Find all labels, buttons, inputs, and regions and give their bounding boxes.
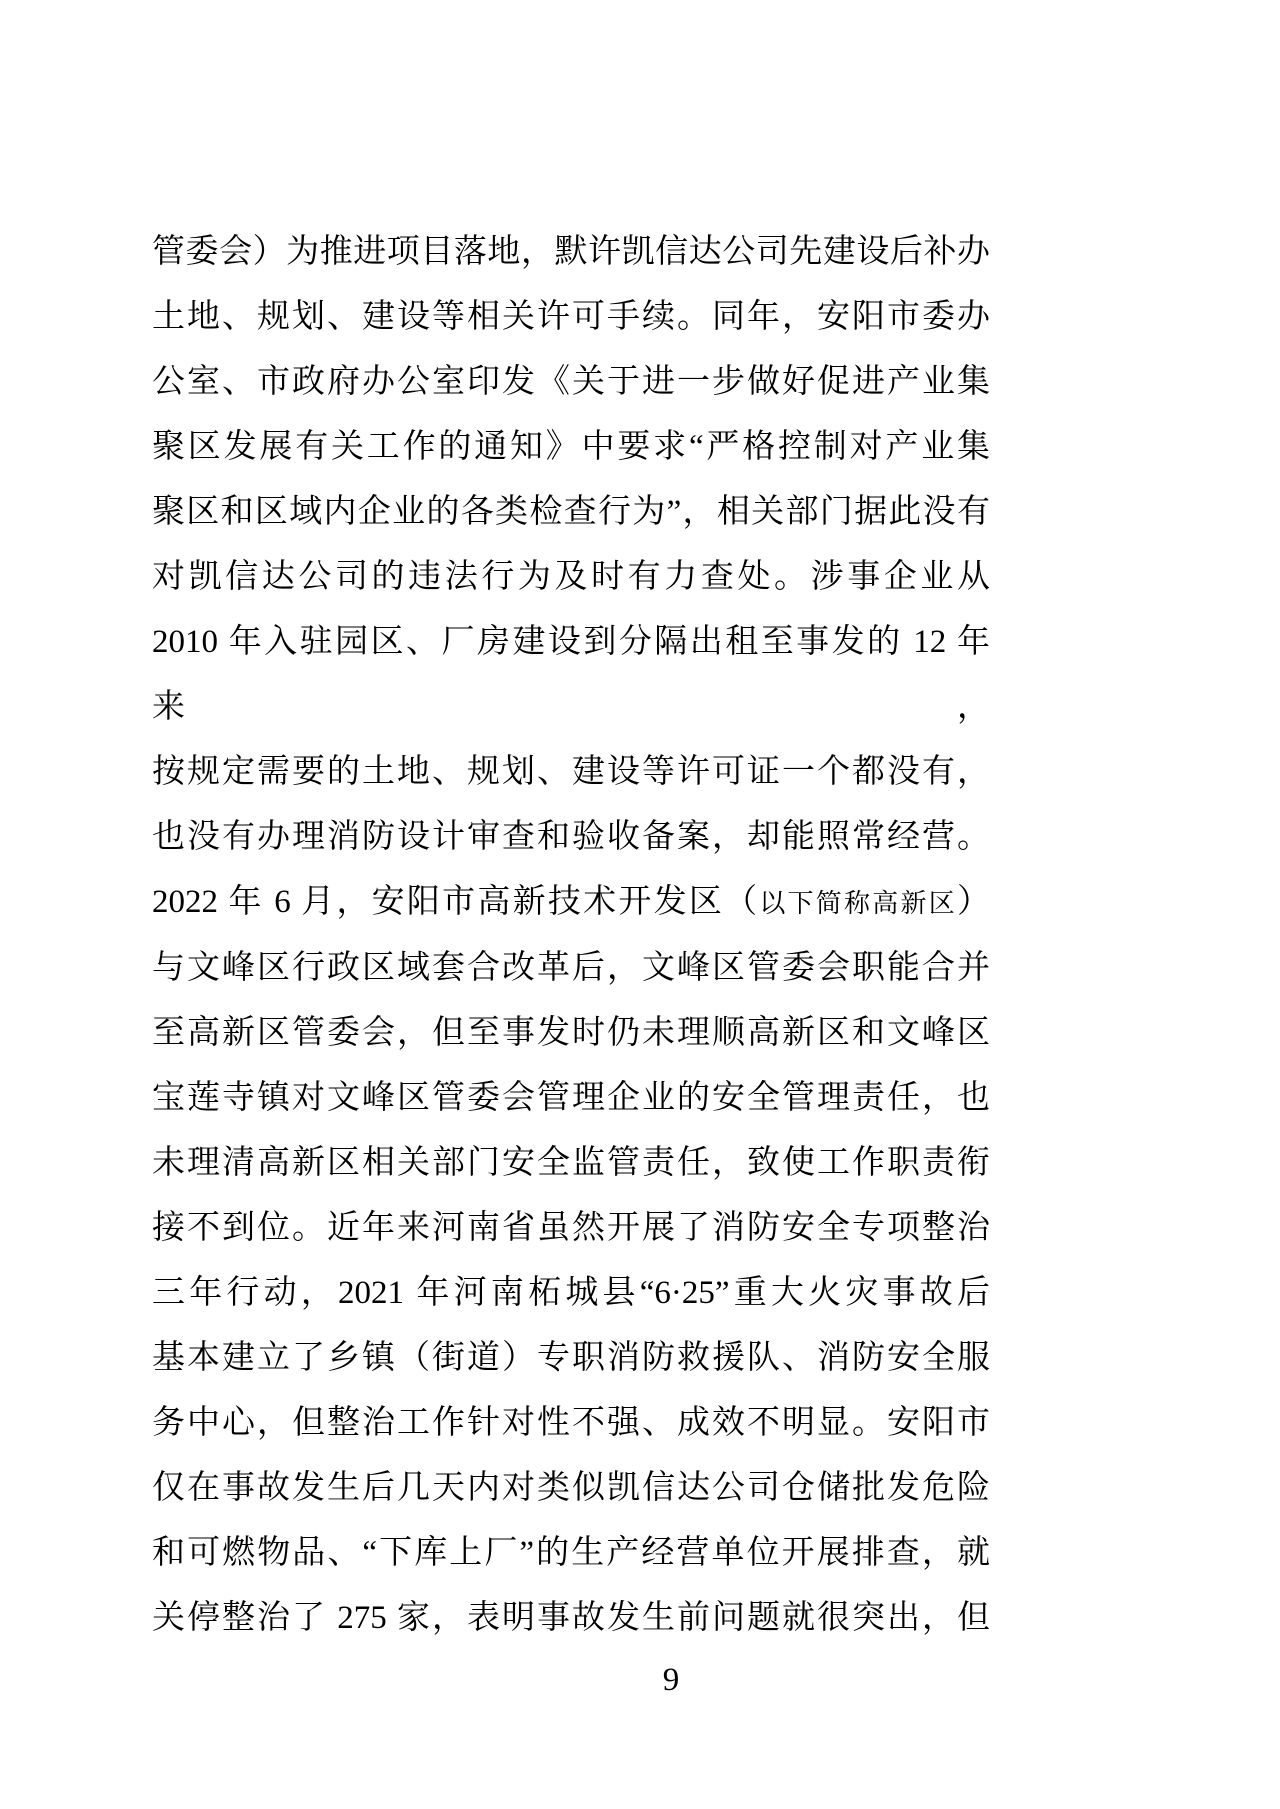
text-segment: 按规定需要的土地、规划、建设等许可证一个都没有， (152, 754, 990, 790)
text-segment: 未理清高新区相关部门安全监管责任，致使工作职责衔 (152, 1145, 990, 1181)
text-line (152, 285, 990, 350)
text-segment: 聚区和区域内企业的各类检查行为”，相关部门据此没有 (152, 494, 990, 530)
text-segment: 2022 年 6 月，安阳市高新技术开发区（ (152, 884, 760, 920)
text-line (152, 545, 990, 610)
text-segment: 务中心，但整治工作针对性不强、成效不明显。安阳市 (152, 1405, 990, 1441)
text-line (152, 1066, 990, 1131)
text-line (152, 415, 990, 480)
text-line (152, 480, 990, 545)
text-segment: 对凯信达公司的违法行为及时有力查处。涉事企业从 (152, 559, 990, 595)
text-segment: 聚区发展有关工作的通知》中要求“严格控制对产业集 (152, 429, 990, 465)
text-segment: 公室、市政府办公室印发《关于进一步做好促进产业集 (152, 364, 990, 400)
text-line (152, 1326, 990, 1391)
text-segment: 关停整治了 275 家，表明事故发生前问题就很突出，但 (152, 1600, 990, 1636)
text-segment-small: 以下简称高新区 (759, 889, 957, 918)
text-segment: 管委会）为推进项目落地，默许凯信达公司先建设后补办 (152, 234, 990, 270)
text-line (152, 1001, 990, 1066)
text-line (152, 1586, 990, 1651)
page-number: 9 (662, 1662, 680, 1698)
text-line (152, 1456, 990, 1521)
text-segment: 仅在事故发生后几天内对类似凯信达公司仓储批发危险 (152, 1470, 990, 1506)
text-line (152, 870, 990, 936)
text-segment: 与文峰区行政区域套合改革后，文峰区管委会职能合并 (152, 950, 990, 986)
text-line (152, 936, 990, 1001)
text-line (152, 740, 990, 805)
text-line (152, 1196, 990, 1261)
text-line (152, 1261, 990, 1326)
text-line (152, 805, 990, 870)
text-segment: 和可燃物品、“下库上厂”的生产经营单位开展排查，就 (152, 1535, 990, 1571)
text-line (152, 220, 990, 285)
text-segment: 也没有办理消防设计审查和验收备案，却能照常经营。 (152, 819, 990, 855)
text-segment: 土地、规划、建设等相关许可手续。同年，安阳市委办 (152, 299, 990, 335)
text-segment: 接不到位。近年来河南省虽然开展了消防安全专项整治 (152, 1210, 990, 1246)
text-segment: 至高新区管委会，但至事发时仍未理顺高新区和文峰区 (152, 1015, 990, 1051)
text-line (152, 610, 990, 740)
text-segment: ） (957, 884, 990, 920)
text-segment: 基本建立了乡镇（街道）专职消防救援队、消防安全服 (152, 1340, 990, 1376)
text-segment: 三年行动，2021 年河南柘城县“6·25”重大火灾事故后 (152, 1275, 990, 1311)
text-block (152, 220, 990, 1651)
text-line (152, 1391, 990, 1456)
text-segment: 宝莲寺镇对文峰区管委会管理企业的安全管理责任，也 (152, 1080, 990, 1116)
text-line (152, 1521, 990, 1586)
text-line (152, 350, 990, 415)
text-segment: 2010 年入驻园区、厂房建设到分隔出租至事发的 12 年来， (152, 624, 990, 725)
text-line (152, 1131, 990, 1196)
